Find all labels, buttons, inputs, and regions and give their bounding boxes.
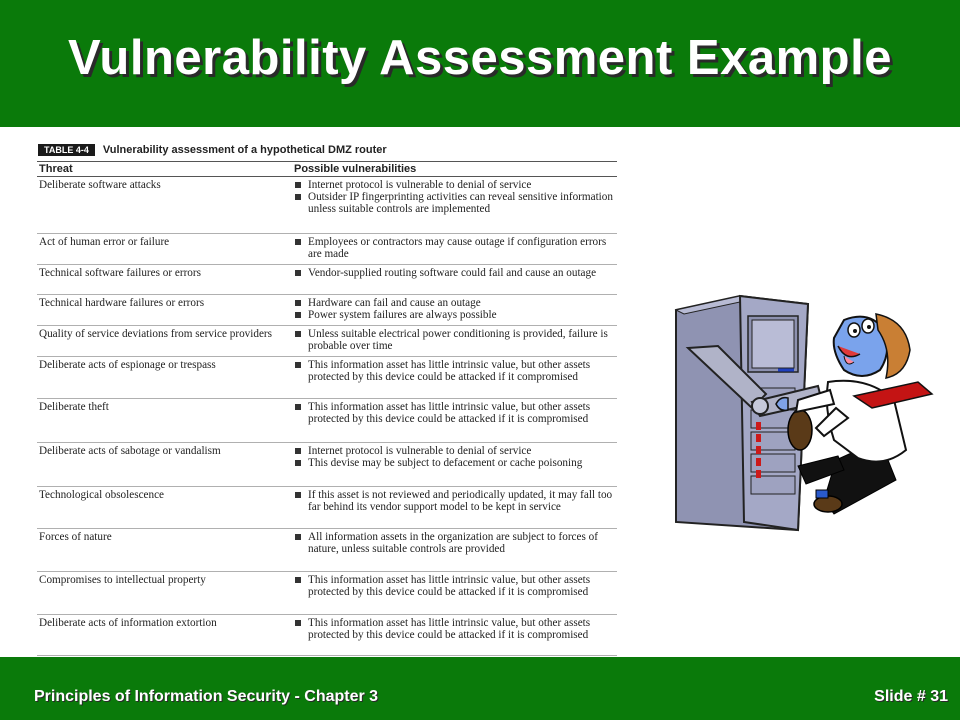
vulnerabilities-cell <box>292 179 617 233</box>
vulnerabilities-cell <box>292 297 617 325</box>
vulnerability-text: This information asset has little intrinsic value, but other assets protected by this device could be attacked if it is compromised <box>308 574 591 599</box>
square-bullet-icon <box>295 331 301 337</box>
vulnerability-text: Employees or contractors may cause outage if configuration errors are made <box>308 236 607 261</box>
vulnerability-item <box>294 574 617 598</box>
vulnerability-text: If this asset is not reviewed and periodically updated, it may fall too far behind its vendor support model to be kept in service <box>308 489 613 514</box>
vulnerability-item <box>294 236 617 260</box>
vulnerability-item <box>294 617 617 641</box>
vulnerability-item <box>294 179 617 191</box>
square-bullet-icon <box>295 270 301 276</box>
table-row <box>37 265 617 295</box>
vulnerabilities-cell <box>292 445 617 486</box>
vulnerabilities-cell <box>292 531 617 571</box>
threat-cell: Deliberate acts of sabotage or vandalism <box>39 445 221 457</box>
threat-cell: Technical software failures or errors <box>39 267 201 279</box>
threat-cell: Act of human error or failure <box>39 236 170 248</box>
square-bullet-icon <box>295 534 301 540</box>
footer-course-title: Principles of Information Security - Chapter 3 <box>34 688 379 705</box>
threat-cell: Technical hardware failures or errors <box>39 297 205 309</box>
table-row <box>37 443 617 487</box>
square-bullet-icon <box>295 448 301 454</box>
threat-cell: Forces of nature <box>39 531 112 543</box>
table-header-row <box>37 161 617 177</box>
square-bullet-icon <box>295 300 301 306</box>
vulnerabilities-cell <box>292 267 617 294</box>
vulnerabilities-cell <box>292 328 617 356</box>
threat-cell: Compromises to intellectual property <box>39 574 206 586</box>
square-bullet-icon <box>295 182 301 188</box>
vulnerability-text: Unless suitable electrical power conditioning is provided, failure is probable over time <box>308 328 608 353</box>
vulnerability-text: Vendor-supplied routing software could fail and cause an outage <box>308 267 597 279</box>
vulnerability-text: This devise may be subject to defacement or cache poisoning <box>308 457 583 470</box>
vulnerability-item <box>294 401 617 425</box>
vulnerability-table <box>37 141 617 656</box>
square-bullet-icon <box>295 362 301 368</box>
table-row <box>37 487 617 529</box>
vulnerability-item <box>294 489 617 513</box>
table-row <box>37 572 617 615</box>
square-bullet-icon <box>295 492 301 498</box>
square-bullet-icon <box>295 460 301 466</box>
square-bullet-icon <box>295 620 301 626</box>
vulnerability-item <box>294 531 617 555</box>
vulnerability-text: This information asset has little intrinsic value, but other assets protected by this device could be attacked if it is compromised <box>308 617 591 642</box>
threat-cell: Deliberate acts of espionage or trespass <box>39 359 216 371</box>
table-row <box>37 399 617 443</box>
vulnerability-item <box>294 457 617 469</box>
table-caption-row <box>37 141 617 159</box>
square-bullet-icon <box>295 194 301 200</box>
vulnerability-text: This information asset has little intrinsic value, but other assets protected by this device could be attacked if it compromised <box>308 359 591 384</box>
table-number: TABLE 4-4 <box>38 144 95 156</box>
table-caption: Vulnerability assessment of a hypothetical DMZ router <box>102 144 387 156</box>
table-row <box>37 529 617 572</box>
vulnerability-text: Internet protocol is vulnerable to denial of service <box>308 445 532 457</box>
slide-title: Vulnerability Assessment Example <box>68 31 892 85</box>
threat-cell: Deliberate software attacks <box>39 179 161 191</box>
vulnerability-item <box>294 359 617 383</box>
footer-banner <box>0 657 960 720</box>
computer-attacking-man-icon <box>648 290 948 540</box>
square-bullet-icon <box>295 312 301 318</box>
threat-cell: Deliberate acts of information extortion <box>39 617 217 629</box>
vulnerabilities-cell <box>292 359 617 398</box>
vulnerability-item <box>294 309 617 321</box>
vulnerabilities-cell <box>292 489 617 528</box>
vulnerability-text: Hardware can fail and cause an outage <box>308 297 481 309</box>
vulnerability-text: Outsider IP fingerprinting activities can reveal sensitive information unless suitable controls are implemented <box>308 191 613 216</box>
threat-cell: Technological obsolescence <box>39 489 165 501</box>
table-body <box>37 177 617 656</box>
vulnerabilities-cell <box>292 574 617 614</box>
vulnerability-item <box>294 297 617 309</box>
square-bullet-icon <box>295 404 301 410</box>
table-row <box>37 295 617 326</box>
vulnerability-item <box>294 328 617 352</box>
vulnerability-item <box>294 267 617 279</box>
vulnerability-text: This information asset has little intrinsic value, but other assets protected by this device could be attacked if it is compromised <box>308 401 591 426</box>
vulnerability-text: All information assets in the organization are subject to forces of nature, unless suitable controls are provided <box>308 531 598 556</box>
vulnerabilities-cell <box>292 236 617 264</box>
vulnerability-text: Power system failures are always possible <box>308 309 497 322</box>
vulnerability-item <box>294 191 617 215</box>
table-row <box>37 326 617 357</box>
table-row <box>37 357 617 399</box>
vulnerabilities-cell <box>292 401 617 442</box>
slide-number: Slide # 31 <box>874 688 948 705</box>
table-row <box>37 615 617 656</box>
table-row <box>37 177 617 234</box>
vulnerability-text: Internet protocol is vulnerable to denial of service <box>308 179 532 191</box>
vulnerability-item <box>294 445 617 457</box>
threat-cell: Quality of service deviations from service providers <box>39 328 272 340</box>
title-banner <box>0 0 960 129</box>
square-bullet-icon <box>295 577 301 583</box>
table-row <box>37 234 617 265</box>
column-header-threat: Threat <box>39 163 73 175</box>
vulnerabilities-cell <box>292 617 617 655</box>
column-header-vulnerabilities: Possible vulnerabilities <box>294 163 417 175</box>
threat-cell: Deliberate theft <box>39 401 109 413</box>
square-bullet-icon <box>295 239 301 245</box>
